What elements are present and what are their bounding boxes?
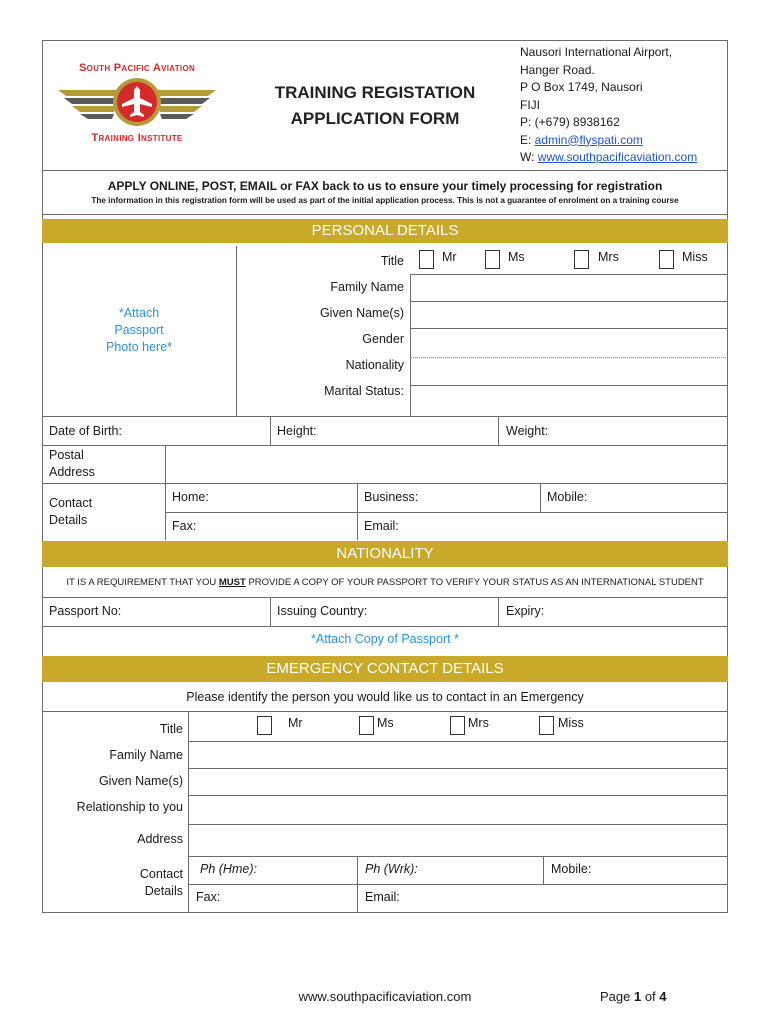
height-label: Height: <box>277 424 317 438</box>
passport-no-label: Passport No: <box>49 604 122 618</box>
address-line: Hanger Road. <box>520 62 595 77</box>
email-line: E: admin@flyspati.com <box>520 132 643 147</box>
emergency-fax-label: Fax: <box>196 890 221 904</box>
relationship-label: Relationship to you <box>76 800 183 814</box>
contact-details-label: Contact Details <box>49 496 93 527</box>
marital-status-input[interactable] <box>411 386 728 415</box>
divider <box>42 483 728 484</box>
form-title <box>240 80 510 132</box>
emergency-title-mrs-checkbox[interactable] <box>450 716 465 735</box>
email-label: Email: <box>364 519 399 533</box>
emergency-mobile-label: Mobile: <box>551 862 592 876</box>
divider <box>498 416 499 445</box>
ph-home-label: Ph (Hme): <box>200 862 257 876</box>
postal-address-label: Postal Address <box>49 448 95 479</box>
title-ms-checkbox[interactable] <box>485 250 500 269</box>
divider <box>270 597 271 626</box>
family-name-input[interactable] <box>411 275 728 300</box>
web-line: W: www.southpacificaviation.com <box>520 150 698 164</box>
gender-label: Gender <box>362 332 404 346</box>
divider <box>42 214 728 215</box>
given-names-input[interactable] <box>411 302 728 327</box>
given-names-label: Given Name(s) <box>319 306 404 320</box>
mobile-label: Mobile: <box>547 490 588 504</box>
nationality-label: Nationality <box>345 358 404 372</box>
emergency-title-mrs-label: Mrs <box>468 716 489 730</box>
title-miss-label: Miss <box>682 250 708 264</box>
divider <box>188 884 728 885</box>
divider <box>42 597 728 598</box>
relationship-input[interactable] <box>189 796 728 823</box>
divider <box>270 416 271 445</box>
home-phone-label: Home: <box>172 490 209 504</box>
divider <box>498 597 499 626</box>
address-line: P O Box 1749, Nausori <box>520 80 643 94</box>
title-mrs-label: Mrs <box>598 250 619 264</box>
family-name-label: Family Name <box>330 280 404 294</box>
emergency-title-mr-checkbox[interactable] <box>257 716 272 735</box>
photo-placeholder[interactable]: *Attach Passport Photo here* <box>105 306 173 354</box>
website-link[interactable]: www.southpacificaviation.com <box>537 150 698 164</box>
emergency-title-ms-label: Ms <box>377 716 394 730</box>
personal-details-heading: PERSONAL DETAILS <box>42 219 728 243</box>
divider <box>188 856 728 857</box>
wings-emblem-icon <box>52 76 222 128</box>
phone-line: P: (+679) 8938162 <box>520 115 620 129</box>
postal-address-input[interactable] <box>166 446 728 482</box>
emergency-title-miss-checkbox[interactable] <box>539 716 554 735</box>
title-label: Title <box>380 254 404 268</box>
ph-work-label: Ph (Wrk): <box>365 862 418 876</box>
emergency-title-mr-label: Mr <box>288 716 303 730</box>
emergency-address-input[interactable] <box>189 825 728 855</box>
address-line: FIJI <box>520 97 540 112</box>
intro-headline: APPLY ONLINE, POST, EMAIL or FAX back to us to ensure your timely processing for registration <box>107 179 663 193</box>
title-mrs-checkbox[interactable] <box>574 250 589 269</box>
issuing-country-label: Issuing Country: <box>277 604 368 618</box>
contact-block <box>520 44 697 167</box>
email-link[interactable]: admin@flyspati.com <box>534 132 643 147</box>
divider <box>42 626 728 627</box>
emergency-title-ms-checkbox[interactable] <box>359 716 374 735</box>
emergency-given-names-input[interactable] <box>189 769 728 794</box>
logo-bottom-text: Training Institute <box>91 132 183 144</box>
expiry-label: Expiry: <box>506 604 545 618</box>
divider <box>540 483 541 512</box>
intro-note: The information in this registration form will be used as part of the initial application process. This is not a guarantee of enrolment on a training course <box>91 196 679 205</box>
divider <box>165 512 728 513</box>
nationality-input[interactable] <box>411 358 728 384</box>
page-number: Page 1 of 4 <box>600 989 667 1004</box>
business-phone-label: Business: <box>364 490 419 504</box>
passport-requirement-note: IT IS A REQUIREMENT THAT YOU MUST PROVIDE A COPY OF YOUR PASSPORT TO VERIFY YOUR STATUS AS AN INTERNATIONAL STUDENT <box>66 577 704 588</box>
marital-status-label: Marital Status: <box>324 384 404 398</box>
title-ms-label: Ms <box>508 250 525 264</box>
footer-website: www.southpacificaviation.com <box>298 989 472 1004</box>
emergency-title-label: Title <box>159 722 183 736</box>
logo-top-text: South Pacific Aviation <box>78 62 196 74</box>
emergency-instruction: Please identify the person you would like us to contact in an Emergency <box>186 690 584 704</box>
emergency-family-name-input[interactable] <box>189 742 728 767</box>
logo <box>52 58 222 150</box>
fax-label: Fax: <box>172 519 197 533</box>
weight-label: Weight: <box>506 424 549 438</box>
emergency-address-label: Address <box>137 832 183 846</box>
emergency-family-name-label: Family Name <box>109 748 183 762</box>
divider <box>42 711 728 712</box>
emergency-contact-heading: EMERGENCY CONTACT DETAILS <box>42 656 728 682</box>
title-mr-label: Mr <box>442 250 457 264</box>
form-title-line1: TRAINING REGISTATION <box>274 83 476 102</box>
divider <box>42 170 728 171</box>
dob-label: Date of Birth: <box>49 424 122 438</box>
divider <box>42 416 728 417</box>
emergency-contact-details-label: Contact Details <box>139 867 183 898</box>
emergency-title-miss-label: Miss <box>558 716 584 730</box>
emergency-email-label: Email: <box>365 890 400 904</box>
divider <box>543 856 544 884</box>
nationality-heading: NATIONALITY <box>42 541 728 567</box>
title-miss-checkbox[interactable] <box>659 250 674 269</box>
emergency-given-names-label: Given Name(s) <box>98 774 183 788</box>
attach-passport-copy[interactable]: *Attach Copy of Passport * <box>311 632 459 646</box>
form-title-line2: APPLICATION FORM <box>290 109 460 128</box>
title-mr-checkbox[interactable] <box>419 250 434 269</box>
gender-input[interactable] <box>411 329 728 356</box>
address-line: Nausori International Airport, <box>520 45 673 59</box>
divider <box>236 246 237 416</box>
